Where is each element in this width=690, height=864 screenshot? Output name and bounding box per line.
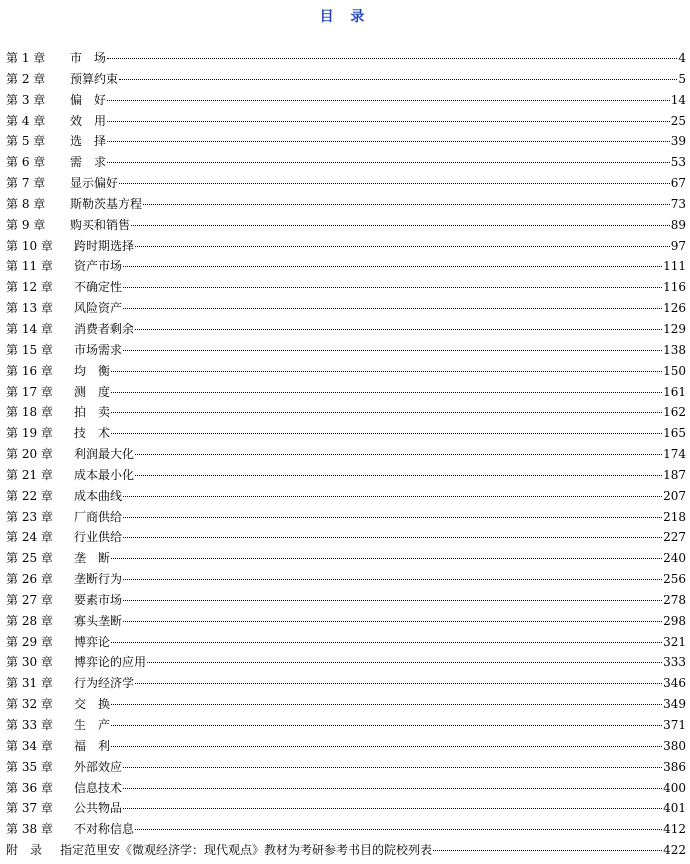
- toc-page-number: 67: [670, 176, 686, 191]
- toc-entry[interactable]: [6, 340, 686, 361]
- toc-entry[interactable]: [6, 527, 686, 548]
- toc-chapter-number: 第 10 章: [6, 238, 53, 253]
- toc-chapter-title: 市 场: [70, 51, 107, 65]
- toc-dot-leader: [123, 600, 662, 601]
- table-of-contents: [6, 48, 686, 861]
- toc-page-number: 321: [663, 634, 686, 649]
- toc-dot-leader: [111, 392, 662, 393]
- toc-entry[interactable]: [6, 673, 686, 694]
- toc-chapter-title: 信息技术: [74, 780, 123, 795]
- toc-entry[interactable]: [6, 69, 686, 90]
- toc-page-number: 129: [663, 321, 686, 336]
- toc-entry[interactable]: [6, 298, 686, 319]
- toc-page-number: 174: [663, 447, 686, 462]
- toc-dot-leader: [107, 141, 670, 142]
- toc-chapter-number: 第 14 章: [6, 321, 53, 336]
- toc-chapter-title: 福 利: [74, 738, 111, 753]
- toc-chapter-title: 跨时期选择: [74, 238, 135, 253]
- toc-page-number: 89: [670, 217, 686, 232]
- toc-dot-leader: [123, 287, 662, 288]
- toc-page-number: 25: [670, 113, 686, 128]
- toc-chapter-number: 第 12 章: [6, 280, 53, 295]
- toc-chapter-title: 行为经济学: [74, 676, 135, 691]
- toc-page-number: 278: [663, 592, 686, 607]
- toc-dot-leader: [107, 121, 670, 122]
- toc-entry[interactable]: [6, 361, 686, 382]
- toc-entry[interactable]: [6, 194, 686, 215]
- toc-chapter-title: 斯勒茨基方程: [70, 196, 143, 211]
- toc-chapter-title: 需 求: [70, 155, 107, 170]
- page-title: 目 录: [319, 9, 371, 25]
- toc-dot-leader: [119, 183, 670, 184]
- toc-entry[interactable]: [6, 569, 686, 590]
- toc-chapter-title: 要素市场: [74, 592, 123, 607]
- toc-dot-leader: [135, 683, 662, 684]
- toc-dot-leader: [123, 517, 662, 518]
- toc-dot-leader: [123, 308, 662, 309]
- toc-entry[interactable]: [6, 632, 686, 653]
- toc-dot-leader: [111, 433, 662, 434]
- toc-chapter-number: 第 21 章: [6, 467, 53, 482]
- toc-entry[interactable]: [6, 715, 686, 736]
- toc-chapter-title: 拍 卖: [74, 405, 111, 420]
- toc-chapter-title: 不确定性: [74, 280, 123, 295]
- toc-chapter-title: 指定范里安《微观经济学：现代观点》教材为考研参考书目的院校列表: [60, 843, 433, 858]
- toc-chapter-number: 第 30 章: [6, 655, 53, 670]
- toc-page-number: 162: [663, 405, 686, 420]
- toc-chapter-number: 第 19 章: [6, 426, 53, 441]
- toc-chapter-number: 第 22 章: [6, 488, 53, 503]
- toc-dot-leader: [123, 350, 662, 351]
- toc-chapter-number: 第 11 章: [6, 259, 53, 274]
- toc-page-number: 422: [663, 843, 686, 858]
- toc-entry[interactable]: [6, 507, 686, 528]
- toc-chapter-title: 成本曲线: [74, 488, 123, 503]
- toc-chapter-title: 资产市场: [74, 259, 123, 274]
- toc-dot-leader: [107, 58, 677, 59]
- toc-dot-leader: [123, 788, 662, 789]
- toc-chapter-title: 风险资产: [74, 301, 123, 316]
- toc-entry[interactable]: [6, 611, 686, 632]
- toc-dot-leader: [111, 725, 662, 726]
- toc-chapter-number: 第 13 章: [6, 301, 53, 316]
- toc-chapter-title: 寡头垄断: [74, 613, 123, 628]
- toc-chapter-number: 附 录: [6, 843, 43, 858]
- toc-page-number: 349: [663, 697, 686, 712]
- toc-chapter-number: 第 29 章: [6, 634, 53, 649]
- toc-chapter-title: 市场需求: [74, 342, 123, 357]
- toc-page-number: 333: [663, 655, 686, 670]
- toc-chapter-title: 垄断行为: [74, 572, 123, 587]
- toc-chapter-title: 购买和销售: [70, 217, 131, 232]
- toc-page-number: 386: [663, 759, 686, 774]
- toc-chapter-number: 第 20 章: [6, 447, 53, 462]
- toc-dot-leader: [123, 579, 662, 580]
- toc-chapter-number: 第 16 章: [6, 363, 53, 378]
- toc-dot-leader: [123, 621, 662, 622]
- toc-page-number: 53: [670, 155, 686, 170]
- toc-entry[interactable]: [6, 277, 686, 298]
- toc-chapter-number: 第 27 章: [6, 592, 53, 607]
- toc-chapter-number: 第 8 章: [6, 196, 46, 211]
- toc-chapter-number: 第 7 章: [6, 176, 46, 191]
- toc-chapter-number: 第 28 章: [6, 613, 53, 628]
- toc-entry[interactable]: [6, 465, 686, 486]
- toc-entry[interactable]: [6, 236, 686, 257]
- toc-entry[interactable]: [6, 256, 686, 277]
- toc-dot-leader: [111, 704, 662, 705]
- toc-dot-leader: [135, 329, 662, 330]
- toc-dot-leader: [111, 642, 662, 643]
- toc-chapter-number: 第 6 章: [6, 155, 46, 170]
- toc-dot-leader: [147, 662, 662, 663]
- toc-entry[interactable]: [6, 131, 686, 152]
- toc-dot-leader: [143, 204, 670, 205]
- toc-chapter-title: 博弈论: [74, 634, 111, 649]
- toc-page-number: 73: [670, 196, 686, 211]
- toc-chapter-number: 第 15 章: [6, 342, 53, 357]
- toc-chapter-number: 第 4 章: [6, 113, 46, 128]
- toc-entry[interactable]: [6, 444, 686, 465]
- toc-page-number: 227: [663, 530, 686, 545]
- toc-entry[interactable]: [6, 90, 686, 111]
- toc-chapter-title: 交 换: [74, 697, 111, 712]
- toc-entry[interactable]: [6, 819, 686, 840]
- toc-chapter-number: 第 25 章: [6, 551, 53, 566]
- toc-entry[interactable]: [6, 486, 686, 507]
- toc-dot-leader: [119, 79, 677, 80]
- toc-page-number: 380: [663, 738, 686, 753]
- toc-chapter-title: 垄 断: [74, 551, 111, 566]
- toc-dot-leader: [123, 537, 662, 538]
- toc-entry[interactable]: [6, 840, 686, 861]
- toc-page-number: 400: [663, 780, 686, 795]
- toc-chapter-number: 第 31 章: [6, 676, 53, 691]
- toc-entry[interactable]: [6, 778, 686, 799]
- toc-page-number: 4: [678, 51, 686, 65]
- toc-page-number: 150: [663, 363, 686, 378]
- toc-page-number: 14: [670, 92, 686, 107]
- toc-chapter-number: 第 37 章: [6, 801, 53, 816]
- toc-entry[interactable]: [6, 382, 686, 403]
- toc-page-number: 5: [678, 71, 686, 86]
- toc-page-number: 240: [663, 551, 686, 566]
- toc-page-number: 126: [663, 301, 686, 316]
- toc-chapter-number: 第 38 章: [6, 822, 53, 837]
- toc-page-number: 97: [670, 238, 686, 253]
- toc-dot-leader: [135, 475, 662, 476]
- toc-dot-leader: [111, 412, 662, 413]
- toc-chapter-title: 利润最大化: [74, 447, 135, 462]
- toc-entry[interactable]: [6, 319, 686, 340]
- toc-entry[interactable]: [6, 736, 686, 757]
- toc-entry[interactable]: [6, 173, 686, 194]
- toc-chapter-number: 第 33 章: [6, 718, 53, 732]
- toc-page-number: 371: [663, 718, 686, 732]
- toc-page-number: 39: [670, 134, 686, 149]
- toc-page-number: 218: [663, 509, 686, 524]
- toc-page-number: 116: [663, 280, 686, 295]
- toc-dot-leader: [123, 496, 662, 497]
- toc-chapter-title: 均 衡: [74, 363, 111, 378]
- toc-page-number: 346: [663, 676, 686, 691]
- toc-chapter-title: 效 用: [70, 113, 107, 128]
- toc-dot-leader: [107, 162, 670, 163]
- toc-dot-leader: [123, 808, 662, 809]
- toc-page-number: 161: [663, 384, 686, 399]
- toc-entry[interactable]: [6, 757, 686, 778]
- toc-chapter-title: 行业供给: [74, 530, 123, 545]
- toc-chapter-number: 第 18 章: [6, 405, 53, 420]
- toc-entry[interactable]: [6, 423, 686, 444]
- toc-dot-leader: [107, 100, 670, 101]
- toc-chapter-title: 消费者剩余: [74, 321, 135, 336]
- toc-entry[interactable]: [6, 590, 686, 611]
- toc-chapter-title: 成本最小化: [74, 467, 135, 482]
- toc-chapter-title: 生 产: [74, 718, 111, 732]
- toc-page-number: 256: [663, 572, 686, 587]
- toc-chapter-number: 第 17 章: [6, 384, 53, 399]
- toc-chapter-title: 偏 好: [70, 92, 107, 107]
- toc-chapter-number: 第 32 章: [6, 697, 53, 712]
- toc-dot-leader: [131, 225, 670, 226]
- toc-chapter-title: 预算约束: [70, 71, 119, 86]
- toc-chapter-number: 第 26 章: [6, 572, 53, 587]
- toc-chapter-number: 第 36 章: [6, 780, 53, 795]
- toc-entry[interactable]: [6, 48, 686, 69]
- toc-page-number: 412: [663, 822, 686, 837]
- toc-chapter-number: 第 2 章: [6, 71, 46, 86]
- toc-page-number: 111: [663, 259, 686, 274]
- toc-chapter-title: 选 择: [70, 134, 107, 149]
- toc-entry[interactable]: [6, 798, 686, 819]
- toc-page-number: 207: [663, 488, 686, 503]
- toc-entry[interactable]: [6, 152, 686, 173]
- toc-chapter-title: 显示偏好: [70, 176, 119, 191]
- toc-page-number: 187: [663, 467, 686, 482]
- toc-entry[interactable]: [6, 652, 686, 673]
- toc-dot-leader: [111, 558, 662, 559]
- toc-chapter-title: 技 术: [74, 426, 111, 441]
- toc-chapter-number: 第 3 章: [6, 92, 46, 107]
- toc-chapter-title: 厂商供给: [74, 509, 123, 524]
- toc-dot-leader: [433, 850, 662, 851]
- toc-dot-leader: [123, 767, 662, 768]
- toc-chapter-number: 第 24 章: [6, 530, 53, 545]
- toc-entry[interactable]: [6, 402, 686, 423]
- toc-dot-leader: [135, 246, 670, 247]
- toc-chapter-number: 第 35 章: [6, 759, 53, 774]
- toc-page-number: 298: [663, 613, 686, 628]
- toc-chapter-title: 外部效应: [74, 759, 123, 774]
- toc-dot-leader: [123, 266, 662, 267]
- toc-chapter-number: 第 1 章: [6, 51, 46, 65]
- toc-entry[interactable]: [6, 548, 686, 569]
- toc-chapter-title: 博弈论的应用: [74, 655, 147, 670]
- toc-dot-leader: [135, 454, 662, 455]
- toc-page-number: 401: [663, 801, 686, 816]
- toc-chapter-number: 第 5 章: [6, 134, 46, 149]
- toc-chapter-number: 第 34 章: [6, 738, 53, 753]
- toc-entry[interactable]: [6, 111, 686, 132]
- toc-entry[interactable]: [6, 215, 686, 236]
- toc-chapter-title: 不对称信息: [74, 822, 135, 837]
- toc-page-number: 138: [663, 342, 686, 357]
- toc-chapter-number: 第 23 章: [6, 509, 53, 524]
- toc-entry[interactable]: [6, 694, 686, 715]
- toc-chapter-title: 测 度: [74, 384, 111, 399]
- toc-dot-leader: [111, 371, 662, 372]
- toc-dot-leader: [135, 829, 662, 830]
- toc-chapter-title: 公共物品: [74, 801, 123, 816]
- toc-page-number: 165: [663, 426, 686, 441]
- toc-dot-leader: [111, 746, 662, 747]
- toc-chapter-number: 第 9 章: [6, 217, 46, 232]
